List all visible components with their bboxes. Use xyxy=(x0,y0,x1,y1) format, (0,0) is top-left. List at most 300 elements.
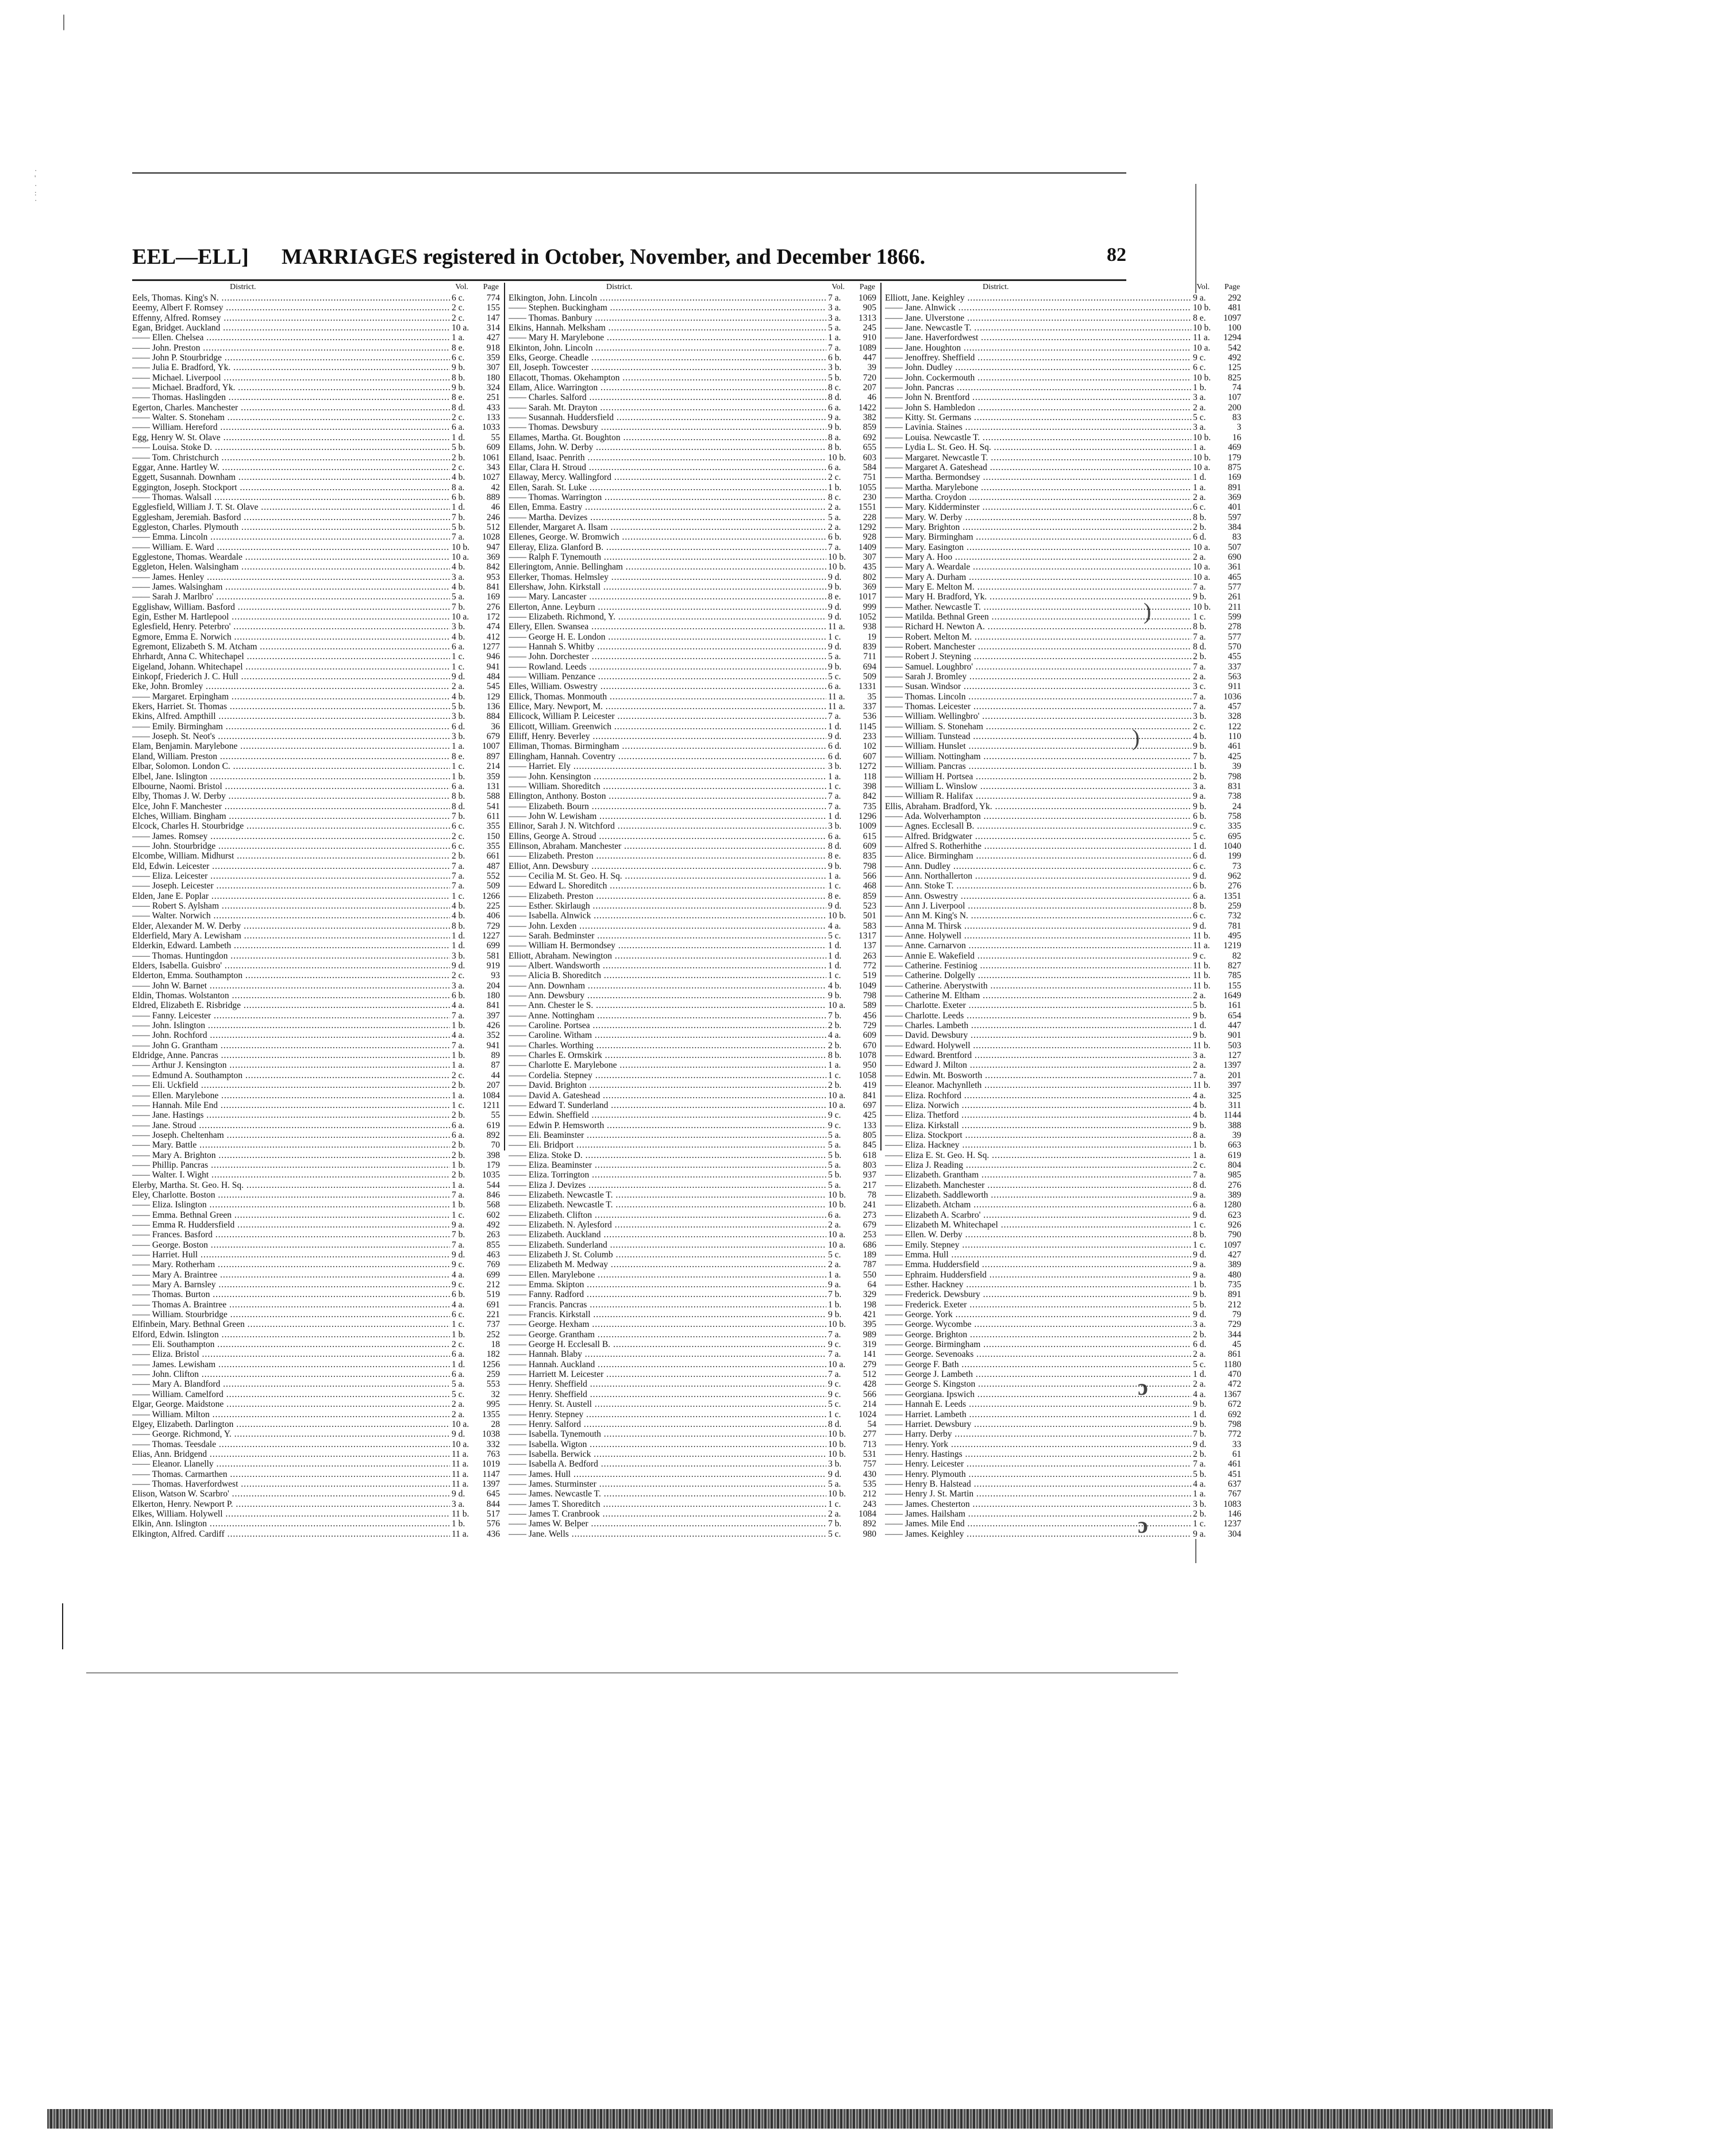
entry-page: 388 xyxy=(1218,1121,1241,1130)
entry-name-district: —— Ann. Stoke T. ..... xyxy=(885,881,1195,891)
entry-name-district: —— Thomas. Burton ..... xyxy=(132,1290,454,1299)
entry-page: 1055 xyxy=(853,483,876,492)
entry-name-district: —— Eli. Bridport ..... xyxy=(509,1140,830,1150)
entry-volume: 1 b. xyxy=(450,1519,477,1529)
entry-name-district: Eggleston, Charles. Plymouth ..... xyxy=(132,522,454,532)
register-entry xyxy=(885,832,1241,841)
entry-page: 1027 xyxy=(477,472,500,482)
entry-volume: 9 c. xyxy=(450,1280,477,1290)
register-entry xyxy=(509,1280,876,1290)
entry-volume: 7 a. xyxy=(1191,692,1218,702)
entry-page: 45 xyxy=(1218,1340,1241,1349)
register-entry xyxy=(885,1310,1241,1319)
entry-page: 87 xyxy=(477,1060,500,1070)
entry-name-district: —— William. Camelford ..... xyxy=(132,1390,454,1399)
entry-name-district: —— Charles. Worthing ..... xyxy=(509,1041,830,1051)
entry-volume: 2 b. xyxy=(450,453,477,463)
entry-name-district: —— George. Boston ..... xyxy=(132,1240,454,1250)
entry-page: 805 xyxy=(853,1130,876,1140)
entry-volume: 2 c. xyxy=(450,303,477,313)
register-entry xyxy=(509,971,876,980)
register-entry xyxy=(509,582,876,592)
entry-name-district: Eggleton, Helen. Walsingham ..... xyxy=(132,562,454,572)
entry-volume: 3 a. xyxy=(1191,1051,1218,1060)
entry-volume: 6 a. xyxy=(450,422,477,432)
entry-name-district: —— Eliza. Islington ..... xyxy=(132,1200,454,1210)
entry-name-district: Elby, Thomas J. W. Derby ..... xyxy=(132,791,454,801)
entry-name-district: Egerton, Charles. Manchester ..... xyxy=(132,403,454,413)
entry-volume: 3 b. xyxy=(450,711,477,721)
entry-volume: 2 a. xyxy=(826,522,853,532)
entry-name-district: —— Edward J. Milton ..... xyxy=(885,1060,1195,1070)
entry-page: 995 xyxy=(477,1399,500,1409)
entry-volume: 3 b. xyxy=(826,761,853,771)
margin-mark: ɔ xyxy=(1138,1374,1148,1400)
register-entry xyxy=(132,1390,500,1399)
entry-page: 161 xyxy=(1218,1001,1241,1010)
entry-page: 1017 xyxy=(853,592,876,602)
entry-name-district: Ellinor, Sarah J. N. Witchford ..... xyxy=(509,821,830,831)
entry-name-district: —— Joseph. Cheltenham ..... xyxy=(132,1130,454,1140)
entry-volume: 8 e. xyxy=(450,343,477,353)
entry-page: 401 xyxy=(1218,502,1241,512)
entry-page: 831 xyxy=(1218,782,1241,791)
entry-volume: 6 a. xyxy=(826,1210,853,1220)
entry-name-district: —— Henry. Hastings ..... xyxy=(885,1449,1195,1459)
entry-volume: 3 b. xyxy=(1191,711,1218,721)
entry-volume: 9 d. xyxy=(1191,1310,1218,1319)
entry-page: 492 xyxy=(1218,353,1241,363)
entry-name-district: —— Albert. Wandsworth ..... xyxy=(509,961,830,971)
entry-page: 1009 xyxy=(853,821,876,831)
entry-page: 361 xyxy=(1218,562,1241,572)
entry-name-district: Ellen, Emma. Eastry ..... xyxy=(509,502,830,512)
entry-name-district: —— Frederick. Dewsbury ..... xyxy=(885,1290,1195,1299)
heading-page: Page xyxy=(859,283,875,291)
register-entry xyxy=(509,1260,876,1269)
entry-page: 1036 xyxy=(1218,692,1241,702)
register-entry xyxy=(509,1459,876,1469)
entry-page: 141 xyxy=(853,1349,876,1359)
entry-volume: 2 a. xyxy=(450,682,477,691)
entry-page: 428 xyxy=(853,1379,876,1389)
register-entry xyxy=(509,1499,876,1509)
entry-volume: 10 a. xyxy=(826,1230,853,1240)
entry-volume: 9 c. xyxy=(1191,353,1218,363)
entry-volume: 2 b. xyxy=(450,1150,477,1160)
register-entry xyxy=(509,802,876,811)
entry-volume: 6 d. xyxy=(450,722,477,732)
entry-page: 179 xyxy=(1218,453,1241,463)
register-entry xyxy=(885,791,1241,801)
scan-edge-strip xyxy=(47,2109,1553,2129)
entry-page: 892 xyxy=(853,1519,876,1529)
entry-volume: 9 d. xyxy=(826,612,853,622)
entry-page: 1296 xyxy=(853,811,876,821)
entry-page: 517 xyxy=(477,1509,500,1519)
entry-page: 307 xyxy=(853,552,876,562)
entry-page: 201 xyxy=(1218,1071,1241,1080)
entry-volume: 8 a. xyxy=(450,483,477,492)
register-entry xyxy=(885,1369,1241,1379)
entry-name-district: —— Robert. Melton M. ..... xyxy=(885,632,1195,642)
entry-name-district: —— Anne. Carnarvon ..... xyxy=(885,941,1195,951)
entry-volume: 9 a. xyxy=(1191,1270,1218,1280)
register-entry xyxy=(509,343,876,353)
entry-page: 1049 xyxy=(853,981,876,991)
register-entry xyxy=(509,931,876,941)
register-entry xyxy=(885,552,1241,562)
entry-page: 839 xyxy=(853,642,876,652)
entry-volume: 4 b. xyxy=(450,562,477,572)
entry-name-district: —— Eli. Uckfield ..... xyxy=(132,1080,454,1090)
register-entry xyxy=(132,1369,500,1379)
entry-page: 18 xyxy=(477,1340,500,1349)
register-entry xyxy=(509,463,876,472)
entry-page: 545 xyxy=(477,682,500,691)
entry-name-district: —— William. Nottingham ..... xyxy=(885,752,1195,761)
register-entry xyxy=(132,1479,500,1489)
entry-name-district: —— Ann. Downham ..... xyxy=(509,981,830,991)
register-entry xyxy=(885,1489,1241,1499)
entry-page: 541 xyxy=(477,802,500,811)
register-entry xyxy=(509,1041,876,1051)
entry-volume: 9 b. xyxy=(826,422,853,432)
entry-volume: 1 c. xyxy=(450,1210,477,1220)
entry-name-district: —— Mary A. Blandford ..... xyxy=(132,1379,454,1389)
entry-page: 253 xyxy=(853,1230,876,1240)
entry-page: 897 xyxy=(477,752,500,761)
entry-page: 1211 xyxy=(477,1100,500,1110)
entry-volume: 8 b. xyxy=(1191,622,1218,632)
entry-volume: 11 a. xyxy=(826,622,853,632)
entry-page: 544 xyxy=(477,1180,500,1190)
entry-page: 207 xyxy=(477,1080,500,1090)
entry-volume: 6 c. xyxy=(1191,861,1218,871)
register-entry xyxy=(885,393,1241,402)
register-entry xyxy=(509,1051,876,1060)
entry-page: 127 xyxy=(1218,1051,1241,1060)
entry-volume: 2 c. xyxy=(450,313,477,323)
entry-volume: 2 a. xyxy=(1191,991,1218,1001)
entry-volume: 3 a. xyxy=(826,313,853,323)
entry-name-district: —— Margaret A. Gateshead ..... xyxy=(885,463,1195,472)
entry-name-district: —— Thomas. Lincoln ..... xyxy=(885,692,1195,702)
register-entry xyxy=(509,861,876,871)
entry-page: 1317 xyxy=(853,931,876,941)
entry-name-district: —— Eliza. Beaminster ..... xyxy=(509,1160,830,1170)
register-entry xyxy=(509,951,876,961)
entry-volume: 1 c. xyxy=(450,1100,477,1110)
entry-page: 36 xyxy=(477,722,500,732)
entry-volume: 3 b. xyxy=(450,622,477,632)
register-entry xyxy=(132,1399,500,1409)
entry-name-district: —— Joseph. Leicester ..... xyxy=(132,881,454,891)
entry-page: 623 xyxy=(1218,1210,1241,1220)
entry-name-district: —— Ralph F. Tynemouth ..... xyxy=(509,552,830,562)
register-entry xyxy=(132,1230,500,1240)
entry-volume: 9 d. xyxy=(1191,871,1218,881)
entry-name-district: —— Catherine. Festiniog ..... xyxy=(885,961,1195,971)
entry-name-district: —— Emma. Skipton ..... xyxy=(509,1280,830,1290)
entry-name-district: —— Mary. Birmingham ..... xyxy=(885,532,1195,542)
entry-volume: 7 a. xyxy=(450,1190,477,1200)
entry-volume: 1 c. xyxy=(1191,1519,1218,1529)
entry-page: 470 xyxy=(1218,1369,1241,1379)
register-entry xyxy=(885,772,1241,782)
entry-volume: 1 d. xyxy=(826,941,853,951)
entry-volume: 5 c. xyxy=(450,1390,477,1399)
entry-name-district: —— Ellen. W. Derby ..... xyxy=(885,1230,1195,1240)
entry-name-district: —— Catherine. Aberystwith ..... xyxy=(885,981,1195,991)
entry-page: 844 xyxy=(477,1499,500,1509)
entry-name-district: Elbar, Solomon. London C. ..... xyxy=(132,761,454,771)
page-number: 82 xyxy=(1107,244,1126,265)
entry-name-district: —— Thomas. Haslingden ..... xyxy=(132,393,454,402)
entry-volume: 6 a. xyxy=(450,782,477,791)
entry-page: 566 xyxy=(853,1390,876,1399)
entry-page: 147 xyxy=(477,313,500,323)
entry-name-district: —— David A. Gateshead ..... xyxy=(509,1091,830,1100)
entry-volume: 2 a. xyxy=(826,502,853,512)
register-entry xyxy=(132,711,500,721)
register-entry xyxy=(885,1041,1241,1051)
entry-name-district: —— Eliza. Leicester ..... xyxy=(132,871,454,881)
entry-volume: 1 c. xyxy=(826,971,853,980)
entry-page: 735 xyxy=(1218,1280,1241,1290)
register-entry xyxy=(885,532,1241,542)
entry-page: 214 xyxy=(477,761,500,771)
entry-name-district: Elgey, Elizabeth. Darlington ..... xyxy=(132,1419,454,1429)
register-entry xyxy=(885,403,1241,413)
entry-page: 609 xyxy=(477,442,500,452)
register-entry xyxy=(509,1469,876,1479)
register-entry xyxy=(132,433,500,442)
register-entry xyxy=(509,492,876,502)
margin-noise: · ' · : · xyxy=(34,166,37,205)
entry-volume: 10 a. xyxy=(826,1001,853,1010)
entry-name-district: Egin, Esther M. Hartlepool ..... xyxy=(132,612,454,622)
entry-page: 261 xyxy=(1218,592,1241,602)
entry-volume: 2 c. xyxy=(450,832,477,841)
register-entry xyxy=(132,413,500,422)
entry-volume: 1 d. xyxy=(826,951,853,961)
register-entry xyxy=(132,1130,500,1140)
register-entry xyxy=(885,652,1241,661)
register-entry xyxy=(885,343,1241,353)
entry-page: 772 xyxy=(1218,1429,1241,1439)
entry-page: 699 xyxy=(477,1270,500,1280)
register-entry xyxy=(132,1440,500,1449)
register-entry xyxy=(509,1440,876,1449)
entry-name-district: —— William. Stourbridge ..... xyxy=(132,1310,454,1319)
entry-volume: 2 b. xyxy=(1191,1449,1218,1459)
register-entry xyxy=(885,961,1241,971)
entry-page: 328 xyxy=(1218,711,1241,721)
entry-volume: 2 c. xyxy=(450,1340,477,1349)
entry-name-district: —— Thomas. Walsall ..... xyxy=(132,492,454,502)
register-entry xyxy=(132,363,500,372)
entry-volume: 2 c. xyxy=(450,463,477,472)
entry-page: 1294 xyxy=(1218,333,1241,343)
entry-volume: 3 a. xyxy=(1191,1319,1218,1329)
entry-name-district: —— George H. E. London ..... xyxy=(509,632,830,642)
entry-page: 1422 xyxy=(853,403,876,413)
register-entry xyxy=(509,1410,876,1419)
entry-volume: 4 a. xyxy=(1191,1390,1218,1399)
register-entry xyxy=(509,422,876,432)
entry-page: 542 xyxy=(1218,343,1241,353)
entry-name-district: Eldin, Thomas. Wolstanton ..... xyxy=(132,991,454,1001)
entry-name-district: —— Mary A. Durham ..... xyxy=(885,572,1195,582)
entry-page: 241 xyxy=(853,1200,876,1210)
entry-name-district: Elerby, Martha. St. Geo. H. Sq. ..... xyxy=(132,1180,454,1190)
entry-page: 64 xyxy=(853,1280,876,1290)
register-entry xyxy=(509,702,876,711)
entry-volume: 10 a. xyxy=(450,323,477,333)
register-entry xyxy=(509,722,876,732)
entry-volume: 11 b. xyxy=(1191,971,1218,980)
entry-page: 243 xyxy=(853,1499,876,1509)
entry-volume: 1 b. xyxy=(450,1330,477,1340)
entry-volume: 1 b. xyxy=(450,1160,477,1170)
register-entry xyxy=(885,1340,1241,1349)
entry-name-district: —— Harry. Derby ..... xyxy=(885,1429,1195,1439)
entry-name-district: —— Edwin. Mt. Bosworth ..... xyxy=(885,1071,1195,1080)
entry-page: 507 xyxy=(1218,542,1241,552)
register-entry xyxy=(885,1399,1241,1409)
entry-name-district: Elkins, Hannah. Melksham ..... xyxy=(509,323,830,333)
entry-volume: 9 a. xyxy=(1191,791,1218,801)
entry-name-district: Egmore, Emma E. Norwich ..... xyxy=(132,632,454,642)
entry-volume: 1 d. xyxy=(826,961,853,971)
entry-volume: 8 d. xyxy=(1191,1180,1218,1190)
register-entry xyxy=(885,981,1241,991)
entry-name-district: Eigeland, Johann. Whitechapel ..... xyxy=(132,662,454,672)
register-entry xyxy=(509,1080,876,1090)
entry-page: 472 xyxy=(1218,1379,1241,1389)
register-entry xyxy=(885,433,1241,442)
entry-page: 645 xyxy=(477,1489,500,1499)
entry-name-district: —— Elizabeth. Bourn ..... xyxy=(509,802,830,811)
register-entry xyxy=(132,871,500,881)
entry-volume: 3 b. xyxy=(450,732,477,741)
register-entry xyxy=(132,343,500,353)
entry-volume: 7 a. xyxy=(450,861,477,871)
entry-volume: 9 b. xyxy=(826,1310,853,1319)
entry-volume: 1 c. xyxy=(1191,612,1218,622)
entry-name-district: Eeemy, Albert F. Romsey ..... xyxy=(132,303,454,313)
entry-name-district: —— James. Henley ..... xyxy=(132,572,454,582)
register-entry xyxy=(132,442,500,452)
entry-volume: 8 c. xyxy=(826,383,853,393)
entry-page: 661 xyxy=(477,851,500,861)
entry-page: 602 xyxy=(477,1210,500,1220)
entry-page: 855 xyxy=(477,1240,500,1250)
register-entry xyxy=(885,1290,1241,1299)
entry-name-district: —— Eli. Beaminster ..... xyxy=(509,1130,830,1140)
entry-name-district: —— Mary. Battle ..... xyxy=(132,1140,454,1150)
entry-volume: 3 a. xyxy=(826,303,853,313)
entry-volume: 2 a. xyxy=(1191,492,1218,502)
entry-page: 798 xyxy=(1218,772,1241,782)
register-entry xyxy=(885,881,1241,891)
entry-volume: 7 a. xyxy=(1191,1170,1218,1180)
register-entry xyxy=(132,323,500,333)
entry-page: 999 xyxy=(853,602,876,612)
entry-name-district: —— Hannah S. Whitby ..... xyxy=(509,642,830,652)
register-entry xyxy=(885,841,1241,851)
entry-name-district: —— Jane. Hastings ..... xyxy=(132,1110,454,1120)
entry-name-district: —— Sarah J. Bromley ..... xyxy=(885,672,1195,682)
entry-name-district: —— William. Shoreditch ..... xyxy=(509,782,830,791)
entry-page: 841 xyxy=(853,1091,876,1100)
entry-name-district: Elkerton, Henry. Newport P. ..... xyxy=(132,1499,454,1509)
register-entry xyxy=(509,682,876,691)
entry-page: 774 xyxy=(477,293,500,303)
entry-name-district: Ellaway, Mercy. Wallingford ..... xyxy=(509,472,830,482)
register-entry xyxy=(132,492,500,502)
entry-name-district: —— Eliza. Norwich ..... xyxy=(885,1100,1195,1110)
entry-name-district: Eglesfield, Henry. Peterbro' ..... xyxy=(132,622,454,632)
register-entry xyxy=(885,1160,1241,1170)
entry-name-district: —— John. Rochford ..... xyxy=(132,1030,454,1040)
register-entry xyxy=(885,951,1241,961)
entry-volume: 3 b. xyxy=(450,951,477,961)
entry-volume: 9 d. xyxy=(826,642,853,652)
entry-volume: 5 b. xyxy=(450,702,477,711)
entry-page: 182 xyxy=(477,1349,500,1359)
entry-page: 110 xyxy=(1218,732,1241,741)
entry-page: 609 xyxy=(853,1030,876,1040)
entry-volume: 5 c. xyxy=(1191,1360,1218,1369)
entry-volume: 6 d. xyxy=(1191,1340,1218,1349)
entry-volume: 11 a. xyxy=(450,1479,477,1489)
register-entry xyxy=(509,293,876,303)
entry-page: 221 xyxy=(477,1310,500,1319)
entry-name-district: —— Eliza. Hackney ..... xyxy=(885,1140,1195,1150)
register-entry xyxy=(132,692,500,702)
entry-name-district: —— William. Wellingbro' ..... xyxy=(885,711,1195,721)
entry-name-district: —— John. Cockermouth ..... xyxy=(885,373,1195,383)
register-entry xyxy=(509,1519,876,1529)
entry-volume: 6 c. xyxy=(450,841,477,851)
register-entry xyxy=(885,1091,1241,1100)
entry-page: 1145 xyxy=(853,722,876,732)
entry-page: 78 xyxy=(853,1190,876,1200)
entry-page: 751 xyxy=(853,472,876,482)
register-entry xyxy=(885,293,1241,303)
entry-volume: 1 b. xyxy=(450,772,477,782)
register-entry xyxy=(885,313,1241,323)
register-entry xyxy=(509,472,876,482)
entry-page: 962 xyxy=(1218,871,1241,881)
entry-name-district: —— Henry. Salford ..... xyxy=(509,1419,830,1429)
entry-volume: 10 a. xyxy=(1191,343,1218,353)
entry-page: 581 xyxy=(477,951,500,961)
entry-name-district: —— John P. Stourbridge ..... xyxy=(132,353,454,363)
entry-name-district: Elbourne, Naomi. Bristol ..... xyxy=(132,782,454,791)
entry-name-district: —— Harriet. Dewsbury ..... xyxy=(885,1419,1195,1429)
entry-page: 1147 xyxy=(477,1469,500,1479)
entry-name-district: Elkinton, John. Lincoln ..... xyxy=(509,343,830,353)
register-entry xyxy=(132,383,500,393)
entry-name-district: Ekins, Alfred. Ampthill ..... xyxy=(132,711,454,721)
entry-page: 369 xyxy=(853,582,876,592)
register-entry xyxy=(509,692,876,702)
entry-volume: 5 c. xyxy=(1191,413,1218,422)
entry-name-district: —— Georgiana. Ipswich ..... xyxy=(885,1390,1195,1399)
